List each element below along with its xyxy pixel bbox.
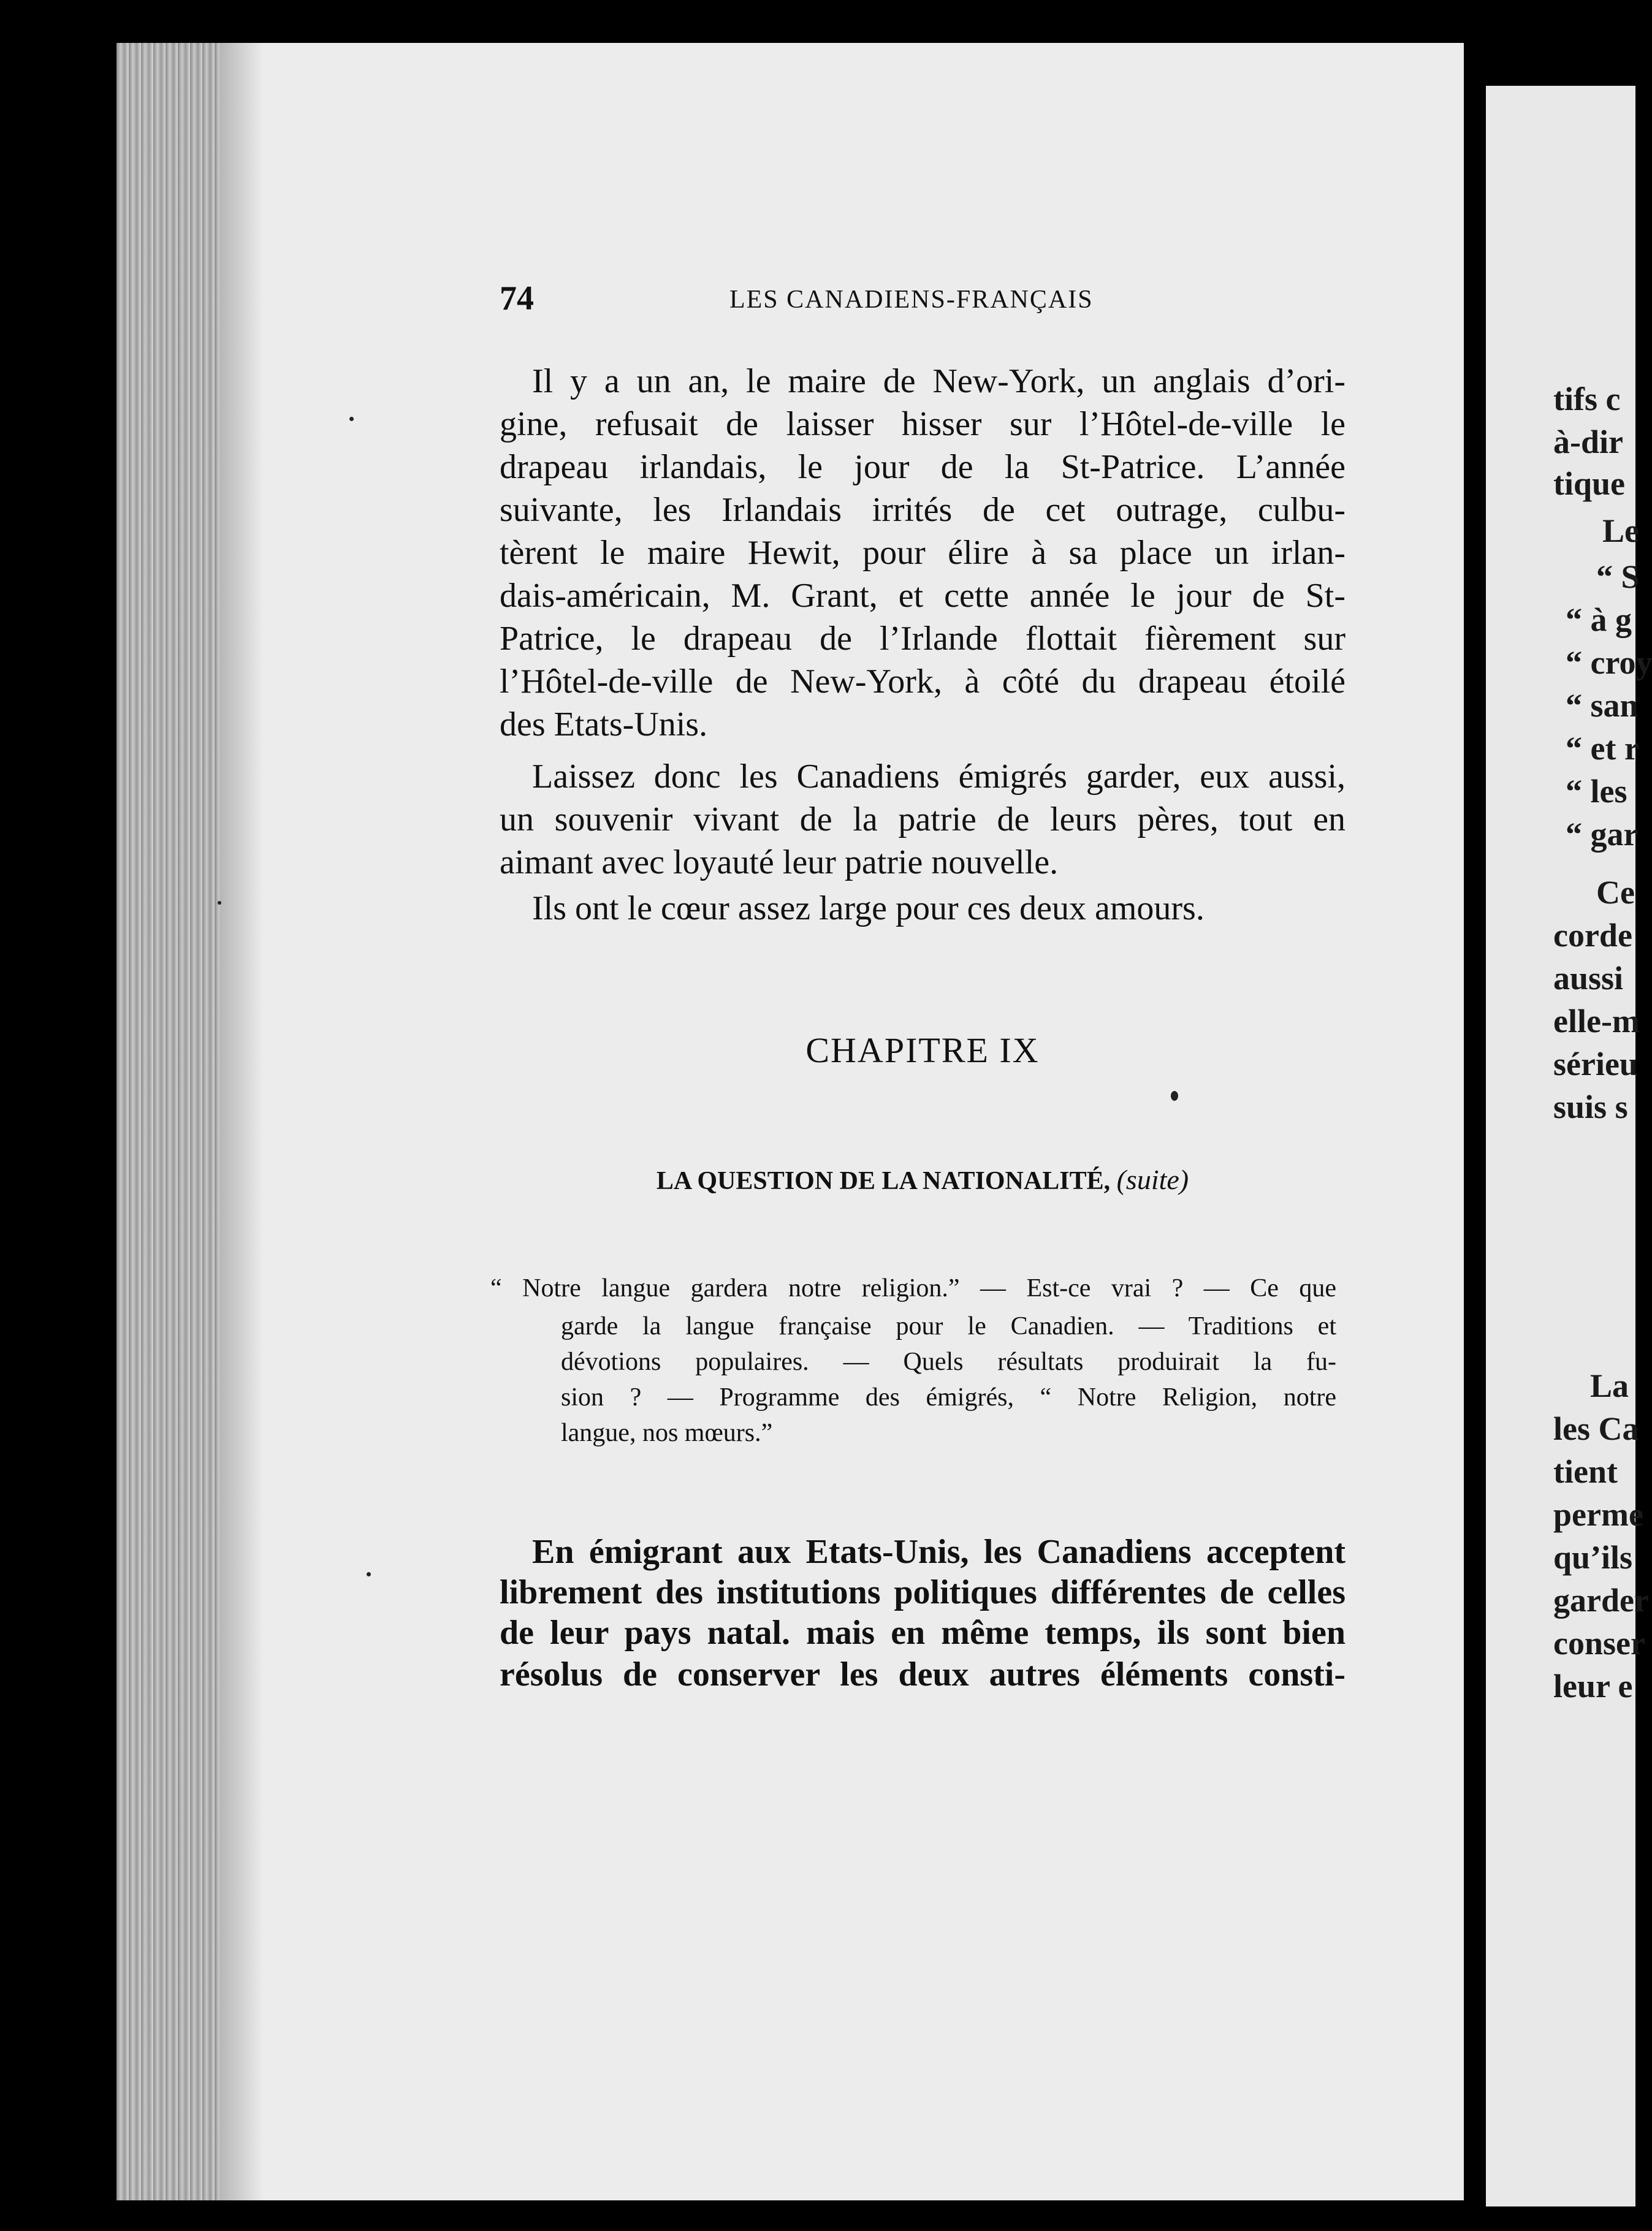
section-title-text: LA QUESTION DE LA NATIONALITÉ, — [656, 1167, 1111, 1195]
summary-line: “ Notre langue gardera notre religion.” — Est-ce vrai ? — Ce que — [490, 1274, 1336, 1302]
running-head: LES CANADIENS-FRANÇAIS — [729, 286, 1094, 314]
facing-page-line: aussi — [1553, 960, 1624, 997]
summary-line: garde la langue française pour le Canadien. — Traditions et — [561, 1312, 1336, 1340]
text-line: librement des institutions politiques différentes de celles — [500, 1573, 1346, 1611]
text-line: des Etats-Unis. — [500, 705, 708, 743]
facing-page-line: “ à g — [1566, 601, 1632, 638]
gutter-shadow — [221, 43, 264, 2200]
facing-page — [1486, 86, 1652, 2206]
facing-page-line: tique — [1553, 465, 1626, 502]
text-line: l’Hôtel-de-ville de New-York, à côté du drapeau étoilé — [500, 663, 1346, 701]
text-line: Patrice, le drapeau de l’Irlande flottait fièrement sur — [500, 620, 1346, 658]
facing-page-line: Ce — [1596, 874, 1635, 911]
summary-line: langue, nos mœurs.” — [561, 1419, 773, 1447]
facing-page-line: “ gar — [1566, 816, 1639, 853]
summary-line: sion ? — Programme des émigrés, “ Notre Religion, notre — [561, 1383, 1336, 1412]
text-line: résolus de conserver les deux autres éléments consti- — [500, 1655, 1346, 1693]
facing-page-line: “ et r — [1566, 730, 1639, 767]
facing-page-line: sérieu — [1553, 1046, 1638, 1082]
facing-page-line: tient — [1553, 1453, 1618, 1490]
facing-page-line: à-dir — [1553, 424, 1623, 460]
facing-page-line: Le — [1602, 512, 1639, 549]
scan-speck — [218, 901, 221, 905]
text-line: aimant avec loyauté leur patrie nouvelle. — [500, 843, 1059, 881]
text-line: un souvenir vivant de la patrie de leurs pères, tout en — [500, 800, 1346, 838]
chapter-title: CHAPITRE IX — [805, 1030, 1040, 1070]
section-title-suffix: (suite) — [1116, 1164, 1189, 1195]
text-line: suivante, les Irlandais irrités de cet outrage, culbu- — [500, 491, 1346, 529]
text-line: Laissez donc les Canadiens émigrés garder, eux aussi, — [532, 758, 1346, 796]
facing-page-line: suis s — [1553, 1089, 1628, 1125]
text-line: gine, refusait de laisser hisser sur l’Hôtel-de-ville le — [500, 405, 1346, 443]
text-line: dais-américain, M. Grant, et cette année le jour de St- — [500, 577, 1346, 615]
scan-speck — [1171, 1091, 1178, 1101]
facing-page-line: elle-m — [1553, 1003, 1640, 1039]
text-line: Il y a un an, le maire de New-York, un anglais d’ori- — [532, 362, 1346, 400]
facing-page-line: La — [1590, 1367, 1629, 1404]
facing-page-line: tifs c — [1553, 381, 1621, 417]
facing-page-line: les Ca — [1553, 1410, 1639, 1447]
facing-page-line: corde — [1553, 917, 1632, 954]
facing-page-line: “ les — [1566, 773, 1627, 810]
page-number: 74 — [500, 279, 534, 317]
summary-line: dévotions populaires. — Quels résultats produirait la fu- — [561, 1348, 1336, 1376]
facing-page-line: leur e — [1553, 1668, 1633, 1705]
text-line: drapeau irlandais, le jour de la St-Patrice. L’année — [500, 448, 1346, 486]
text-line: de leur pays natal. mais en même temps, ils sont bien — [500, 1614, 1346, 1652]
facing-page-line: perme — [1553, 1496, 1643, 1533]
page-stack-edge — [116, 43, 221, 2200]
scan-speck — [367, 1572, 371, 1576]
facing-page-line: qu’ils — [1553, 1539, 1633, 1576]
facing-page-line: “ croy — [1566, 644, 1652, 681]
section-title — [500, 1163, 1346, 1196]
facing-page-line: “ san — [1566, 687, 1639, 724]
scan-speck — [349, 417, 354, 421]
facing-page-line: garder — [1553, 1582, 1649, 1619]
text-line: tèrent le maire Hewit, pour élire à sa place un irlan- — [500, 534, 1346, 572]
facing-page-line: “ S — [1596, 558, 1640, 595]
facing-page-line: conser — [1553, 1625, 1645, 1662]
page-header — [500, 279, 1327, 322]
text-line: En émigrant aux Etats-Unis, les Canadiens acceptent — [532, 1533, 1346, 1571]
text-line: Ils ont le cœur assez large pour ces deux amours. — [532, 889, 1205, 927]
